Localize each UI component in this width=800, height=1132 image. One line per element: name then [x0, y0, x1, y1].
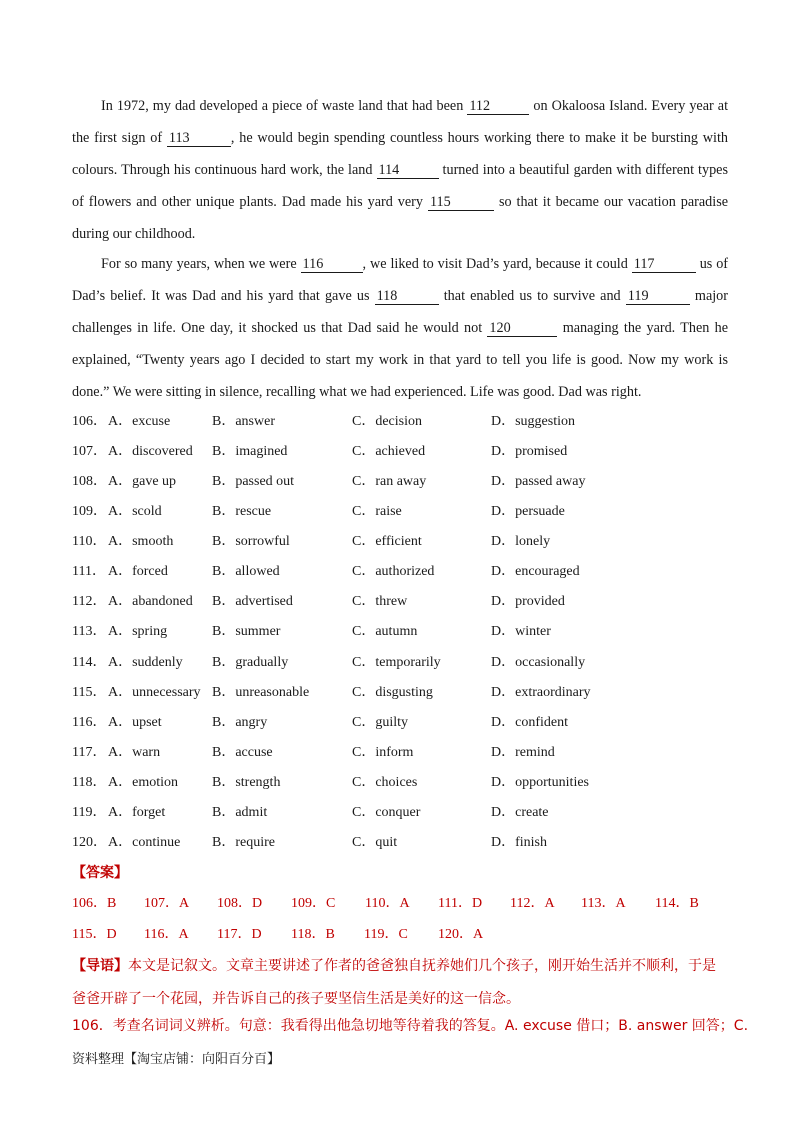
option-b[interactable]: B．strength	[212, 774, 281, 790]
answer-heading: 【答案】	[72, 865, 128, 881]
question-number: 116．	[72, 714, 107, 730]
answer-row-2	[72, 919, 728, 950]
option-b[interactable]: B．gradually	[212, 654, 289, 670]
option-c[interactable]: C．temporarily	[352, 654, 441, 670]
guide-tag: 【导语】	[72, 958, 128, 974]
option-a[interactable]: A．smooth	[108, 534, 174, 550]
option-a[interactable]: A．warn	[108, 744, 161, 760]
blank-117[interactable]: 117	[632, 256, 696, 273]
option-c[interactable]: C．efficient	[352, 534, 422, 550]
option-a[interactable]: A．emotion	[108, 774, 178, 790]
blank-120[interactable]: 120	[487, 320, 557, 337]
option-row-107	[72, 437, 728, 467]
option-b[interactable]: B．answer	[212, 414, 275, 429]
option-row-120	[72, 828, 728, 858]
option-b[interactable]: B．advertised	[212, 594, 293, 610]
option-d[interactable]: D．finish	[491, 834, 547, 850]
blank-115[interactable]: 115	[428, 194, 494, 211]
answer-114: 114．B	[655, 896, 699, 911]
option-row-110	[72, 527, 728, 557]
option-a[interactable]: A．discovered	[108, 444, 193, 460]
option-b[interactable]: B．require	[212, 834, 275, 850]
option-d[interactable]: D．passed away	[491, 474, 586, 490]
option-c[interactable]: C．decision	[352, 414, 422, 429]
answer-117: 117．D	[217, 927, 262, 942]
guide-section	[72, 950, 728, 1016]
option-a[interactable]: A．suddenly	[108, 654, 183, 670]
guide-text: 本文是记叙文。文章主要讲述了作者的爸爸独自抚养她们几个孩子，刚开始生活并不顺利，于是爸爸开辟了一个花园，并告诉自己的孩子要坚信生活是美好的这一信念。	[72, 958, 716, 1007]
question-number: 109．	[72, 504, 107, 520]
answer-106: 106．B	[72, 896, 117, 911]
option-c[interactable]: C．choices	[352, 774, 418, 790]
option-d[interactable]: D．encouraged	[491, 564, 580, 580]
answer-108: 108．D	[217, 896, 263, 911]
option-c[interactable]: C．conquer	[352, 804, 421, 820]
option-row-111	[72, 557, 728, 587]
option-row-117	[72, 738, 728, 768]
option-a[interactable]: A．excuse	[108, 414, 171, 429]
option-row-113	[72, 617, 728, 647]
option-a[interactable]: A．forget	[108, 804, 166, 820]
answer-key	[72, 858, 728, 950]
option-a[interactable]: A．spring	[108, 624, 168, 640]
blank-114[interactable]: 114	[377, 162, 439, 179]
option-row-118	[72, 768, 728, 798]
option-a[interactable]: A．scold	[108, 504, 162, 520]
answer-111: 111．D	[438, 896, 483, 911]
option-row-114	[72, 648, 728, 678]
question-number: 120．	[72, 834, 107, 850]
option-d[interactable]: D．extraordinary	[491, 684, 591, 700]
option-b[interactable]: B．admit	[212, 804, 268, 820]
answer-120: 120．A	[438, 927, 484, 942]
option-c[interactable]: C．ran away	[352, 474, 427, 490]
answer-119: 119．C	[364, 927, 408, 942]
answer-113: 113．A	[581, 896, 626, 911]
option-d[interactable]: D．winter	[491, 624, 551, 640]
option-c[interactable]: C．inform	[352, 744, 414, 760]
question-number: 111．	[72, 564, 106, 580]
option-d[interactable]: D．lonely	[491, 534, 551, 550]
question-number: 117．	[72, 744, 107, 760]
option-a[interactable]: A．abandoned	[108, 594, 193, 610]
option-b[interactable]: B．passed out	[212, 474, 295, 490]
answer-row-1	[72, 888, 728, 919]
option-a[interactable]: A．continue	[108, 834, 181, 850]
question-number: 107．	[72, 444, 107, 460]
option-b[interactable]: B．sorrowful	[212, 534, 290, 550]
question-number: 114．	[72, 654, 107, 670]
answer-107: 107．A	[144, 896, 190, 911]
option-d[interactable]: D．promised	[491, 444, 568, 460]
option-b[interactable]: B．summer	[212, 624, 281, 640]
option-c[interactable]: C．quit	[352, 834, 398, 850]
option-row-116	[72, 708, 728, 738]
question-number: 112．	[72, 594, 107, 610]
question-number: 110．	[72, 534, 107, 550]
option-b[interactable]: B．unreasonable	[212, 684, 310, 700]
option-c[interactable]: C．threw	[352, 594, 408, 610]
question-number: 108．	[72, 474, 107, 490]
blank-119[interactable]: 119	[626, 288, 690, 305]
option-b[interactable]: B．angry	[212, 714, 268, 730]
option-d[interactable]: D．remind	[491, 744, 555, 760]
blank-116[interactable]: 116	[301, 256, 363, 273]
option-a[interactable]: A．forced	[108, 564, 168, 580]
answer-116: 116．A	[144, 927, 189, 942]
option-c[interactable]: C．guilty	[352, 714, 409, 730]
option-b[interactable]: B．accuse	[212, 744, 273, 760]
options-list	[72, 407, 728, 858]
option-c[interactable]: C．disgusting	[352, 684, 433, 700]
blank-118[interactable]: 118	[375, 288, 439, 305]
passage-paragraph-2: For so many years, when we were 116 , we liked to visit Dad’s yard, because it could 117 us of Dad’s belief. It was Dad and his yard that gave us 118 that enabled us to survive and 119 major challenges in life. One day, it shocked us that Dad said he would not 120 managing the yard. Then he explained, “Twenty years ago I decided to start my work in that yard to tell you life is good. Now my work is done.” We were sitting in silence, recalling what we had experienced. Life was good. Dad was right.	[72, 256, 729, 400]
explanation-106: 106．考查名词词义辨析。句意：我看得出他急切地等待着我的答复。A. excuse 借口；B. answer 回答；C.	[72, 1018, 749, 1034]
answer-115: 115．D	[72, 927, 117, 942]
option-row-108	[72, 467, 728, 497]
question-number: 119．	[72, 804, 107, 820]
option-d[interactable]: D．occasionally	[491, 654, 586, 670]
option-c[interactable]: C．achieved	[352, 444, 426, 460]
option-a[interactable]: A．unnecessary	[108, 684, 201, 700]
answer-118: 118．B	[291, 927, 335, 942]
option-c[interactable]: C．autumn	[352, 624, 418, 640]
option-c[interactable]: C．authorized	[352, 564, 435, 580]
option-d[interactable]: D．provided	[491, 594, 565, 610]
option-row-112	[72, 587, 728, 617]
question-number: 106．	[72, 414, 107, 429]
option-b[interactable]: B．allowed	[212, 564, 280, 580]
option-a[interactable]: A．upset	[108, 714, 162, 730]
blank-112[interactable]: 112	[467, 98, 529, 115]
option-b[interactable]: B．imagined	[212, 444, 288, 460]
option-row-109	[72, 497, 728, 527]
option-b[interactable]: B．rescue	[212, 504, 272, 520]
option-d[interactable]: D．persuade	[491, 504, 565, 520]
answer-109: 109．C	[291, 896, 336, 911]
question-number: 118．	[72, 774, 107, 790]
passage-paragraph-1: In 1972, my dad developed a piece of waste land that had been 112 on Okaloosa Island. Every year at the first sign of 113 , he would begin spending countless hours working there to make it be bursting with colours. Through his continuous hard work, the land 114 turned into a beautiful garden with different types of flowers and other unique plants. Dad made his yard very 115 so that it became our vacation paradise during our childhood.	[72, 98, 729, 242]
option-d[interactable]: D．confident	[491, 714, 568, 730]
question-number: 113．	[72, 624, 107, 640]
page-footer: 资料整理【淘宝店铺：向阳百分百】	[72, 1052, 281, 1067]
option-a[interactable]: A．gave up	[108, 474, 177, 490]
answer-112: 112．A	[510, 896, 555, 911]
option-row-106	[72, 407, 728, 437]
answer-110: 110．A	[365, 896, 410, 911]
option-row-119	[72, 798, 728, 828]
question-number: 115．	[72, 684, 107, 700]
option-d[interactable]: D．suggestion	[491, 414, 575, 429]
option-d[interactable]: D．create	[491, 804, 549, 820]
option-row-115	[72, 678, 728, 708]
option-c[interactable]: C．raise	[352, 504, 402, 520]
option-d[interactable]: D．opportunities	[491, 774, 589, 790]
blank-113[interactable]: 113	[167, 130, 231, 147]
